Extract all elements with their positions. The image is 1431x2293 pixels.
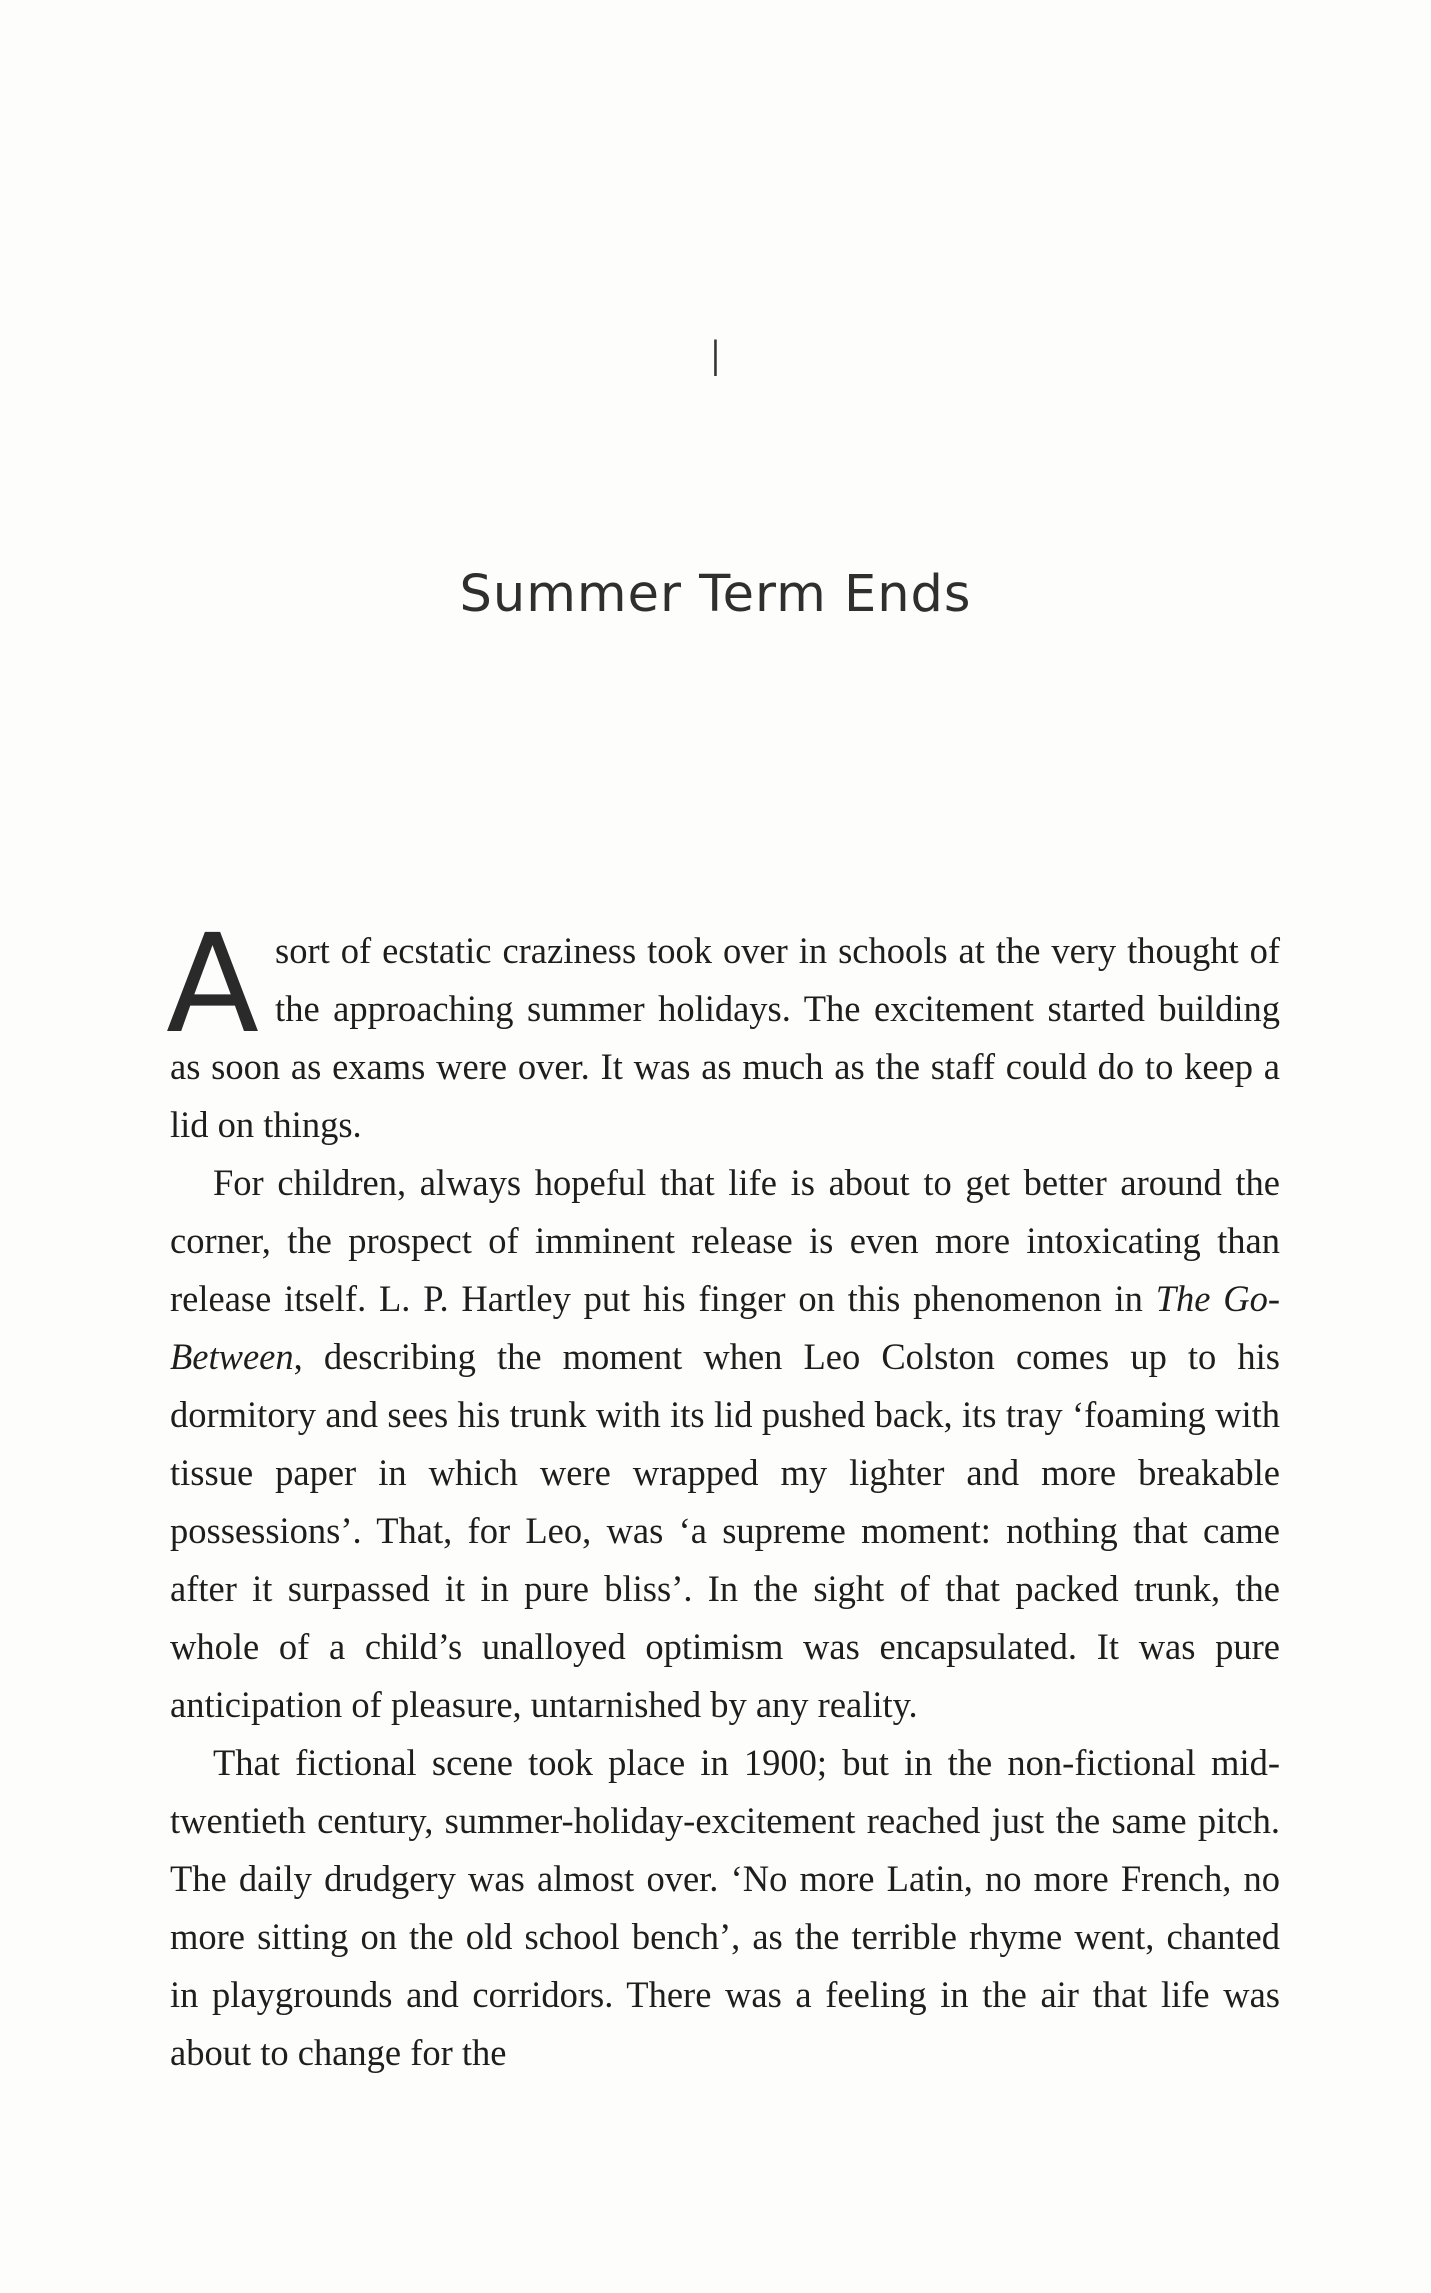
paragraph-3-text: That fictional scene took place in 1900; but in the non-fictional mid-twentieth century, summer-holiday-excitement reached just the same pitch. The daily drudgery was almost over. ‘No more Latin, no more French, no more sitting on the old school bench’, as the terrible rhyme went, chanted in playgrounds and corridors. There was a feeling in the air that life was about to change for the — [170, 1742, 1280, 2073]
drop-cap: A — [166, 906, 260, 1064]
paragraph-3 — [170, 1734, 1280, 2082]
paragraph-1 — [166, 906, 1280, 1154]
chapter-body — [166, 906, 1280, 2082]
paragraph-2 — [170, 1154, 1280, 1734]
book-title: The Go-Between — [170, 1278, 1280, 1377]
paragraph-2-text-start: For children, always hopeful that life is about to get better around the corner, the prospect of imminent release is even more intoxicating than release itself. L. P. Hartley put his finger on this phenomenon in — [170, 1162, 1280, 1319]
paragraph-2-text-end: , describing the moment when Leo Colston comes up to his dormitory and sees his trunk with its lid pushed back, its tray ‘foaming with tissue paper in which were wrapped my lighter and more breakable possessions’. That, for Leo, was ‘a supreme moment: nothing that came after it surpassed it in pure bliss’. In the sight of that packed trunk, the whole of a child’s unalloyed optimism was encapsulated. It was pure anticipation of pleasure, untarnished by any reality. — [170, 1336, 1280, 1725]
paragraph-1-text: sort of ecstatic craziness took over in schools at the very thought of the approaching summer holidays. The excitement started building as soon as exams were over. It was as much as the staff could do to keep a lid on things. — [170, 930, 1280, 1145]
chapter-title: Summer Term Ends — [459, 565, 972, 624]
chapter-number: I — [708, 330, 723, 388]
